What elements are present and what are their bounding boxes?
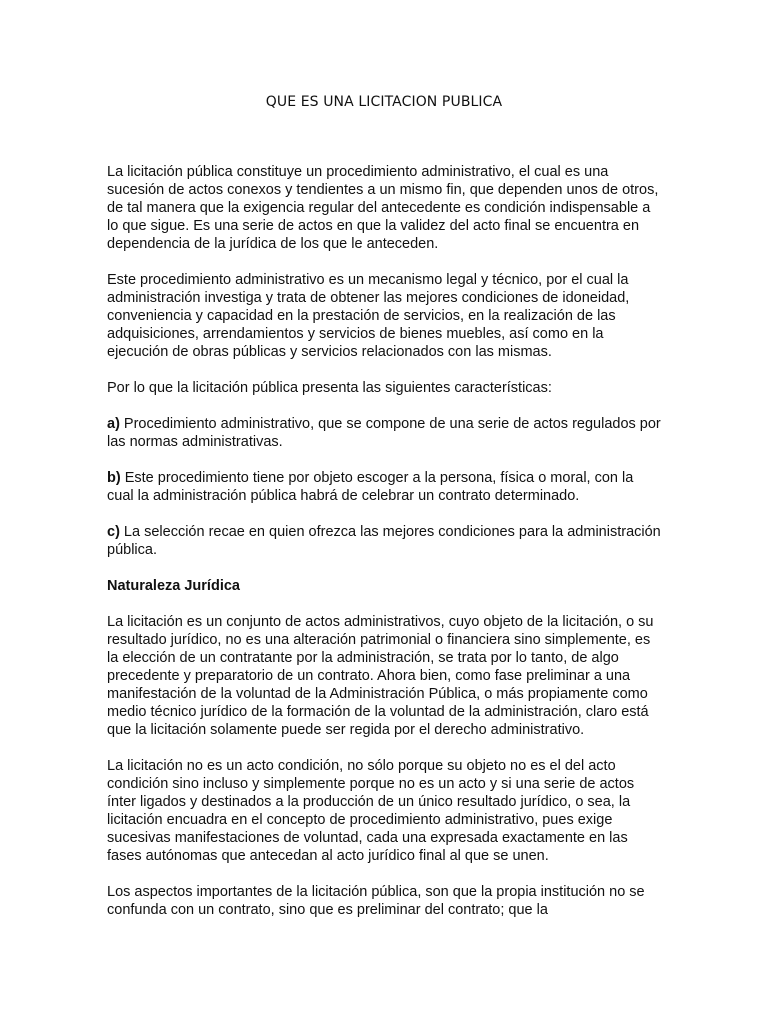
- item-text: Procedimiento administrativo, que se compone de una serie de actos regulados por las normas administrativas.: [107, 416, 661, 450]
- document-title: QUE ES UNA LICITACION PUBLICA: [265, 94, 503, 110]
- item-marker: a): [107, 416, 120, 432]
- item-marker: c): [107, 524, 120, 540]
- paragraph: La licitación es un conjunto de actos administrativos, cuyo objeto de la licitación, o su resultado jurídico, no es una alteración patrimonial o financiera sino simplemente, es la elección de un contratante por la administración, se trata por lo tanto, de algo precedente y preparatorio de un contrato. Ahora bien, como fase preliminar a una manifestación de la voluntad de la Administración Pública, o más propiamente como medio técnico jurídico de la formación de la voluntad de la administración, claro está que la licitación solamente puede ser regida por el derecho administrativo.: [107, 614, 654, 738]
- paragraph: Este procedimiento administrativo es un mecanismo legal y técnico, por el cual la administración investiga y trata de obtener las mejores condiciones de idoneidad, conveniencia y capacidad en la prestación de servicios, en la realización de las adquisiciones, arrendamientos y servicios de bienes muebles, así como en la ejecución de obras públicas y servicios relacionados con las mismas.: [107, 272, 630, 360]
- paragraph: Los aspectos importantes de la licitación pública, son que la propia institución no se confunda con un contrato, sino que es preliminar del contrato; que la: [107, 884, 645, 918]
- section-heading: Naturaleza Jurídica: [107, 578, 240, 594]
- document-body: [107, 163, 663, 937]
- item-text: La selección recae en quien ofrezca las mejores condiciones para la administración pública.: [107, 524, 661, 558]
- paragraph: La licitación no es un acto condición, no sólo porque su objeto no es el del acto condición sino incluso y simplemente porque no es un acto y si una serie de actos ínter ligados y destinados a la producción de un único resultado jurídico, o sea, la licitación encuadra en el concepto de procedimiento administrativo, pues exige sucesivas manifestaciones de voluntad, cada una expresada exactamente en las fases autónomas que antecedan al acto jurídico final al que se unen.: [107, 758, 635, 864]
- characteristics-intro: Por lo que la licitación pública presenta las siguientes características:: [107, 380, 552, 396]
- item-marker: b): [107, 470, 121, 486]
- characteristic-item: [107, 415, 663, 451]
- characteristic-item: [107, 523, 663, 559]
- item-text: Este procedimiento tiene por objeto escoger a la persona, física o moral, con la cual la administración pública habrá de celebrar un contrato determinado.: [107, 470, 634, 504]
- paragraph: La licitación pública constituye un procedimiento administrativo, el cual es una sucesión de actos conexos y tendientes a un mismo fin, que dependen unos de otros, de tal manera que la exigencia regular del antecedente es condición indispensable a lo que sigue. Es una serie de actos en que la validez del acto final se encuentra en dependencia de la jurídica de los que le anteceden.: [107, 164, 659, 252]
- characteristic-item: [107, 469, 663, 505]
